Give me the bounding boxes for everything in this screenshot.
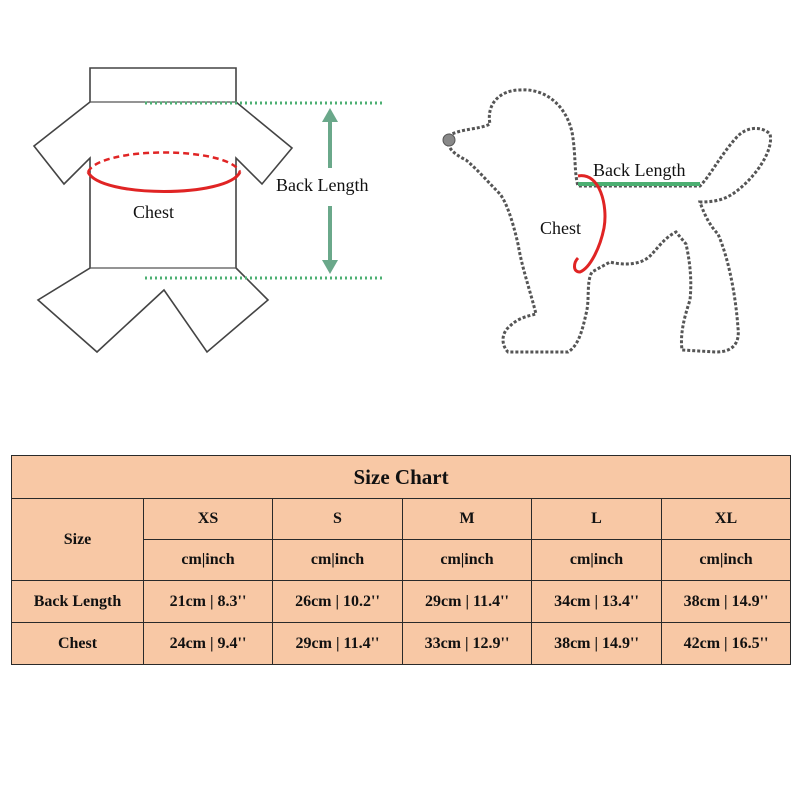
back-length-xs: 21cm | 8.3'' [144, 581, 273, 623]
row-label-back-length: Back Length [12, 581, 144, 623]
garment-diagram [34, 68, 382, 352]
unit-xs: cm|inch [144, 540, 273, 581]
size-l: L [532, 499, 662, 540]
size-xs: XS [144, 499, 273, 540]
back-length-xl: 38cm | 14.9'' [662, 581, 791, 623]
dog-nose-icon [443, 134, 455, 146]
chest-s: 29cm | 11.4'' [273, 623, 403, 665]
dog-back-length-label: Back Length [593, 160, 686, 180]
chest-xs: 24cm | 9.4'' [144, 623, 273, 665]
dog-chest-label: Chest [540, 218, 582, 238]
size-s: S [273, 499, 403, 540]
garment-chest-label: Chest [133, 202, 175, 222]
dog-outline [448, 90, 771, 352]
garment-back-length-label: Back Length [276, 175, 369, 195]
dog-diagram [443, 90, 771, 352]
back-length-m: 29cm | 11.4'' [403, 581, 532, 623]
unit-l: cm|inch [532, 540, 662, 581]
size-chart-title: Size Chart [12, 456, 791, 499]
size-header: Size [12, 499, 144, 581]
row-label-chest: Chest [12, 623, 144, 665]
chest-l: 38cm | 14.9'' [532, 623, 662, 665]
size-xl: XL [662, 499, 791, 540]
back-length-l: 34cm | 13.4'' [532, 581, 662, 623]
size-m: M [403, 499, 532, 540]
unit-xl: cm|inch [662, 540, 791, 581]
chest-m: 33cm | 12.9'' [403, 623, 532, 665]
chest-xl: 42cm | 16.5'' [662, 623, 791, 665]
back-length-s: 26cm | 10.2'' [273, 581, 403, 623]
unit-s: cm|inch [273, 540, 403, 581]
unit-m: cm|inch [403, 540, 532, 581]
size-chart-table [11, 455, 791, 665]
